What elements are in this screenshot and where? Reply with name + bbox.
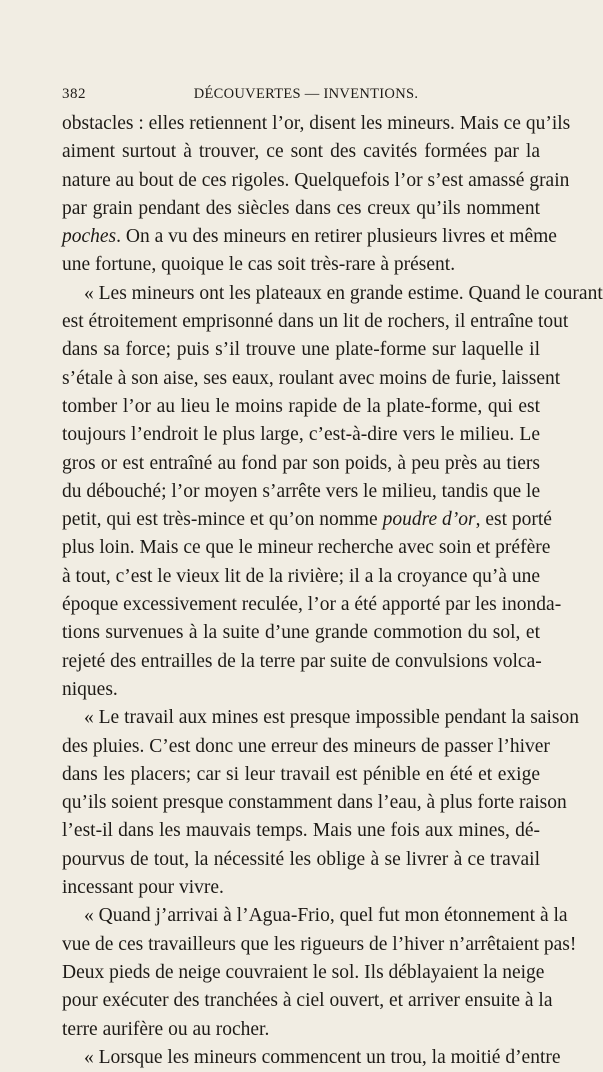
page-header (62, 86, 540, 106)
text-line: pourvus de tout, la nécessité les oblige à se livrer à ce travail (62, 848, 540, 870)
text-line: dans les placers; car si leur travail est pénible en été et exige (62, 763, 540, 785)
text-segment: petit, qui est très-mince et qu’on nomme (62, 509, 383, 531)
text-line: par grain pendant des siècles dans ces creux qu’ils nomment (62, 197, 540, 219)
text-line: incessant pour vivre. (62, 877, 224, 899)
text-line (62, 506, 552, 534)
text-line (62, 223, 557, 251)
text-line: nature au bout de ces rigoles. Quelquefois l’or s’est amassé grain (62, 169, 570, 191)
text-line: tions survenues à la suite d’une grande commotion du sol, et (62, 622, 540, 644)
running-title: DÉCOUVERTES — INVENTIONS. (193, 86, 419, 102)
text-line: tomber l’or au lieu le moins rapide de la plate-forme, qui est (62, 395, 540, 417)
body-text (62, 110, 603, 1072)
text-line: une fortune, quoique le cas soit très-rare à présent. (62, 254, 456, 276)
text-line: dans sa force; puis s’il trouve une plate-forme sur laquelle il (62, 339, 540, 361)
text-line: est étroitement emprisonné dans un lit de rochers, il entraîne tout (62, 311, 569, 333)
text-line: Deux pieds de neige couvraient le sol. Ils déblayaient la neige (62, 961, 545, 983)
text-line: à tout, c’est le vieux lit de la rivière; il a la croyance qu’à une (62, 565, 541, 587)
italic-term: poudre d’or (382, 509, 476, 531)
text-line: « Lorsque les mineurs commencent un trou, la moitié d’entre (84, 1046, 561, 1068)
text-line: s’étale à son aise, ses eaux, roulant avec moins de furie, laissent (62, 367, 561, 389)
text-line: obstacles : elles retiennent l’or, disent les mineurs. Mais ce qu’ils (62, 113, 571, 134)
text-line: « Les mineurs ont les plateaux en grande estime. Quand le courant (84, 282, 603, 304)
italic-term: poches (62, 226, 117, 248)
text-line: « Le travail aux mines est presque impossible pendant la saison (84, 707, 579, 729)
text-line: du débouché; l’or moyen s’arrête vers le milieu, tandis que le (62, 480, 541, 502)
text-segment: . On a vu des mineurs en retirer plusieurs livres et même (116, 226, 557, 248)
text-line: des pluies. C’est donc une erreur des mineurs de passer l’hiver (62, 735, 550, 757)
text-line: rejeté des entrailles de la terre par suite de convulsions volca- (62, 650, 542, 672)
text-line: toujours l’endroit le plus large, c’est-à-dire vers le milieu. Le (62, 424, 540, 446)
text-line: vue de ces travailleurs que les rigueurs de l’hiver n’arrêtaient pas! (62, 933, 577, 955)
text-line: plus loin. Mais ce que le mineur recherche avec soin et préfère (62, 537, 551, 559)
text-line: aiment surtout à trouver, ce sont des cavités formées par la (62, 141, 540, 163)
text-line: l’est-il dans les mauvais temps. Mais une fois aux mines, dé- (62, 820, 540, 842)
text-line: « Quand j’arrivai à l’Agua-Frio, quel fut mon étonnement à la (84, 905, 568, 927)
text-line: qu’ils soient presque constamment dans l’eau, à plus forte raison (62, 792, 567, 814)
text-line: niques. (62, 678, 118, 700)
text-segment: , est porté (475, 509, 552, 531)
text-line: gros or est entraîné au fond par son poids, à peu près au tiers (62, 452, 540, 474)
page-number: 382 (62, 86, 86, 102)
text-line: terre aurifère ou au rocher. (62, 1018, 270, 1040)
text-line: pour exécuter des tranchées à ciel ouvert, et arriver ensuite à la (62, 990, 553, 1012)
text-line: époque excessivement reculée, l’or a été apporté par les inonda- (62, 594, 562, 616)
